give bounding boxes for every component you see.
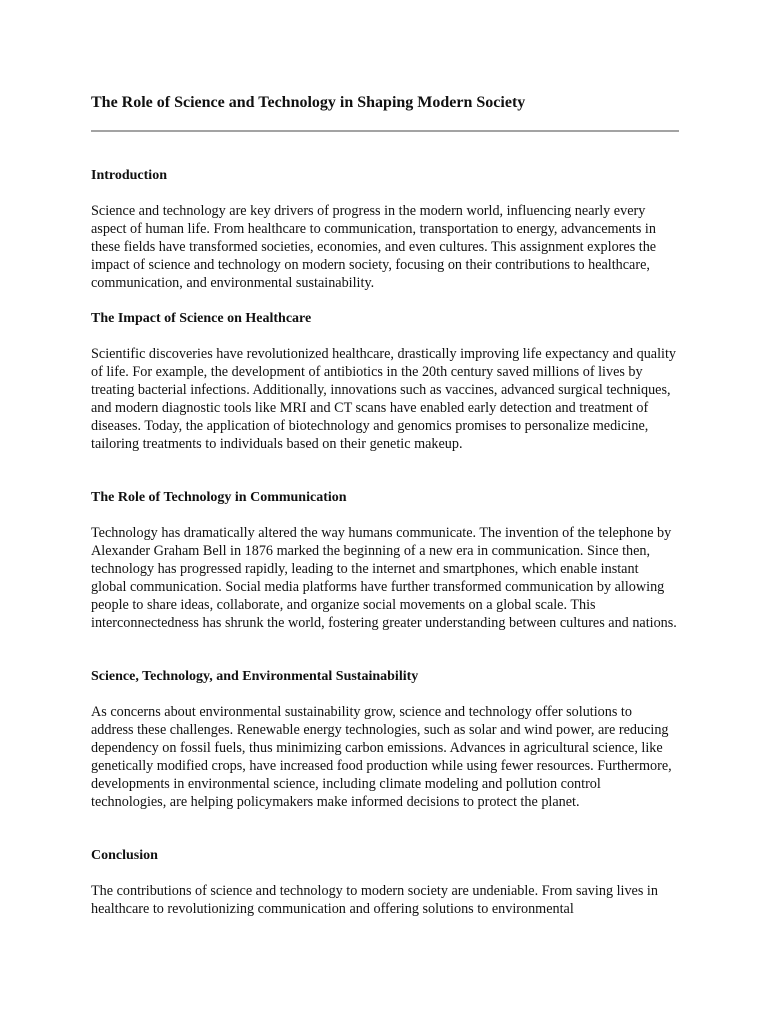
section-introduction [91,167,677,293]
section-paragraph: As concerns about environmental sustainability grow, science and technology offer solutions to address these challenges. Renewable energy technologies, such as solar and wind power, are reducing dependency on fossil fuels, thus minimizing carbon emissions. Advances in agricultural science, like genetically modified crops, have increased food production while using fewer resources. Furthermore, developments in environmental science, including climate modeling and pollution control technologies, are helping policymakers make informed decisions to protect the planet. [91,704,672,810]
section-environment [91,668,677,811]
section-communication [91,489,677,632]
section-heading: The Role of Technology in Communication [91,490,347,505]
section-paragraph: Science and technology are key drivers of progress in the modern world, influencing nearly every aspect of human life. From healthcare to communication, transportation to energy, advancements in these fields have transformed societies, economies, and even cultures. This assignment explores the impact of science and technology on modern society, focusing on their contributions to healthcare, communication, and environmental sustainability. [91,203,657,291]
section-paragraph: Scientific discoveries have revolutionized healthcare, drastically improving life expectancy and quality of life. For example, the development of antibiotics in the 20th century saved millions of lives by treating bacterial infections. Additionally, innovations such as vaccines, advanced surgical techniques, and modern diagnostic tools like MRI and CT scans have enabled early detection and treatment of diseases. Today, the application of biotechnology and genomics promises to personalize medicine, tailoring treatments to individuals based on their genetic makeup. [91,346,677,452]
document-title: The Role of Science and Technology in Shaping Modern Society [91,94,526,111]
section-heading: The Impact of Science on Healthcare [91,311,312,326]
section-heading: Science, Technology, and Environmental Sustainability [91,669,419,684]
section-paragraph: Technology has dramatically altered the way humans communicate. The invention of the telephone by Alexander Graham Bell in 1876 marked the beginning of a new era in communication. Since then, technology has progressed rapidly, leading to the internet and smartphones, which enable instant global communication. Social media platforms have further transformed communication by allowing people to share ideas, collaborate, and organize social movements on a global scale. This interconnectedness has shrunk the world, fostering greater understanding between cultures and nations. [91,525,677,631]
title-divider [91,130,679,132]
section-heading: Conclusion [91,848,158,863]
section-paragraph: The contributions of science and technology to modern society are undeniable. From saving lives in healthcare to revolutionizing communication and offering solutions to environmental [91,883,658,917]
section-healthcare [91,310,677,453]
section-conclusion [91,847,677,919]
section-heading: Introduction [91,168,167,183]
